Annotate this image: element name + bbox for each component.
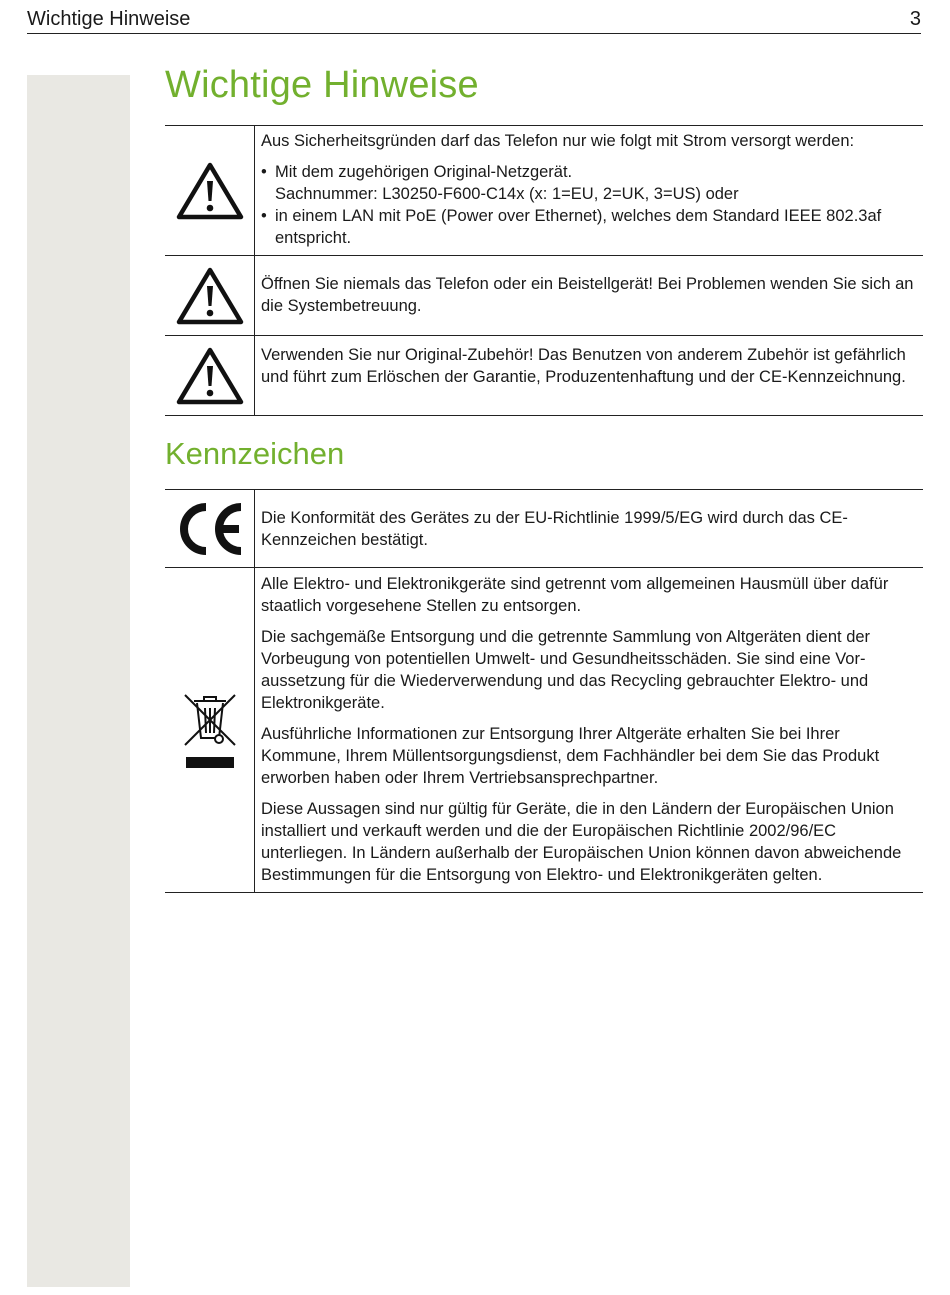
do-not-open-text: Öffnen Sie niemals das Telefon oder ein Beistellgerät! Bei Problemen wenden Sie sich an die Systembetreuung. [261,275,914,315]
accessories-text: Verwenden Sie nur Original-Zubehör! Das Benutzen von anderem Zubehör ist gefährlich und führt zum Erlöschen der Garantie, Produzentenhaftung und der CE-Kennzeichnung. [261,346,906,386]
power-option-poe: in einem LAN mit PoE (Power over Ethernet), welches dem Standard IEEE 802.3af entspricht. [275,207,882,247]
safety-row-accessories [165,336,923,416]
section-heading-important-notes: Wichtige Hinweise [165,64,479,106]
marks-row-ce [165,490,923,568]
list-item [275,205,919,249]
power-option-netzgeraet: Mit dem zugehörigen Original-Netzgerät. [275,163,573,181]
running-header [27,6,921,34]
weee-paragraph-3: Ausführliche Informationen zur Entsorgung Ihrer Altgeräte erhalten Sie bei Ihrer Kommune, Ihrem Müllentsorgungsdienst, dem Fachhändler bei dem Sie das Produkt erworben haben oder Ihrem Vertriebsansprechpartner. [261,725,880,787]
running-header-title: Wichtige Hinweise [27,8,191,30]
section-heading-marks: Kennzeichen [165,436,345,471]
weee-paragraph-4: Diese Aussagen sind nur gültig für Geräte, die in den Ländern der Europäischen Union installiert und verkauft werden und die der Europäischen Richtlinie 2002/96/EC unterliegen. In Ländern außerhalb der Europäischen Union können davon abweichende Bestimmungen für die Entsorgung von Elektro- und Elektronikgeräten gelten. [261,800,902,884]
marks-table [165,489,923,893]
ce-conformity-text: Die Konformität des Gerätes zu der EU-Richtlinie 1999/5/EG wird durch das CE-Kennzeichen bestätigt. [261,509,848,549]
ce-mark-icon [175,502,245,556]
safety-row-power-supply [165,126,923,256]
weee-paragraph-2: Die sachgemäße Entsorgung und die getrennte Sammlung von Altgeräten dient der Vorbeugung von potentiellen Umwelt- und Gesundheitsschäden. Sie sind eine Voraussetzung für die Wiederverwendung und das Recycling gebrauchter Elektro- und Elektronikgeräte. [261,628,871,712]
warning-triangle-icon [176,266,244,326]
safety-row-do-not-open [165,256,923,336]
power-supply-intro: Aus Sicherheitsgründen darf das Telefon nur wie folgt mit Strom versorgt werden: [261,132,855,150]
safety-notes-table [165,125,923,416]
marks-row-weee [165,568,923,893]
page-number: 3 [909,8,921,30]
crossed-out-wheelie-bin-icon [181,689,239,771]
power-option-part-number: Sachnummer: L30250-F600-C14x (x: 1=EU, 2=UK, 3=US) oder [275,185,739,203]
warning-triangle-icon [176,346,244,406]
power-supply-options [261,161,919,249]
list-item [275,161,919,205]
weee-paragraph-1: Alle Elektro- und Elektronikgeräte sind getrennt vom allgemeinen Hausmüll über dafür staatlich vorgesehene Stellen zu entsorgen. [261,575,889,615]
side-margin-band [27,75,130,1287]
warning-triangle-icon [176,161,244,221]
